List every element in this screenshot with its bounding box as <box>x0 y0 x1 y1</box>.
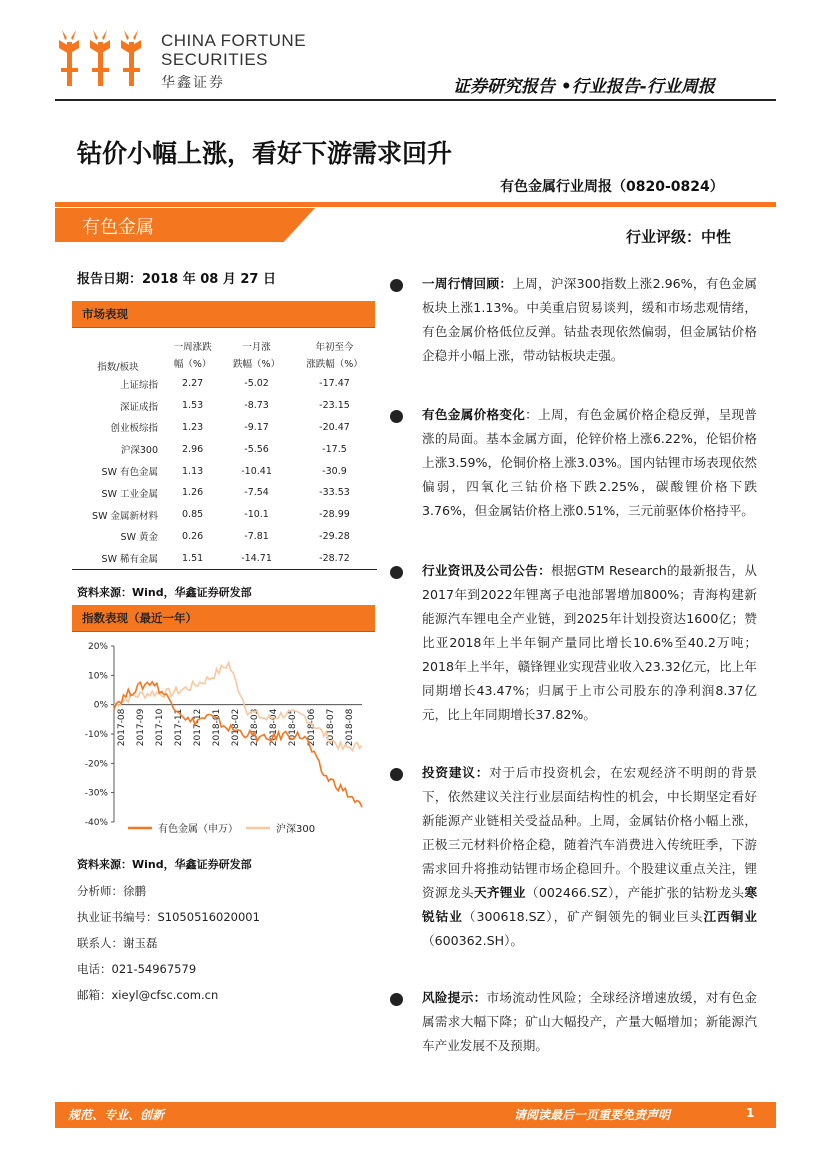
row-value: -29.28 <box>319 530 350 542</box>
table-row <box>72 460 377 482</box>
page-number: 1 <box>746 1106 755 1120</box>
contact-email: 邮箱：xieyl@cfsc.com.cn <box>77 988 219 1002</box>
logo-english: CHINA FORTUNE SECURITIES <box>161 31 307 69</box>
y-tick-label: -20% <box>84 759 108 770</box>
row-value: 1.13 <box>182 465 204 477</box>
analyst-name: 分析师：徐鹏 <box>77 884 146 898</box>
row-value: 1.26 <box>182 487 204 499</box>
market-table <box>72 333 377 570</box>
col-header-ytd-2: 涨跌幅（%） <box>306 359 363 370</box>
x-tick-label: 2017-11 <box>174 708 184 747</box>
row-value: -14.71 <box>221 547 292 569</box>
row-value: -10.1 <box>244 509 269 521</box>
company-logo <box>55 28 150 90</box>
bullet-price-change: 有色金属价格变化：上周，有色金属价格企稳反弹，呈现普涨的局面。基本金属方面，伦锌价格上涨6.22%，伦铝价格上涨3.59%，伦铜价格上涨3.03%。国内钴锂市场表现依然偏弱，四氧化三钴价格下跌2.25%，碳酸锂价格下跌3.76%，但金属钴价格上涨0.51%，三元前驱体价格持平。 <box>422 407 758 518</box>
col-header-week-2: 幅（%） <box>173 359 212 370</box>
row-value: 0.85 <box>182 509 204 521</box>
index-section-title: 指数表现（最近一年） <box>82 611 197 625</box>
row-value: -10.41 <box>241 465 272 477</box>
bullet-risk: 风险提示：市场流动性风险；全球经济增速放缓，对有色金属需求大幅下降；矿山大幅投产，产量大幅增加；新能源汽车产业发展不及预期。 <box>422 990 758 1053</box>
industry-rating: 行业评级：中性 <box>626 228 732 246</box>
bullet-dot <box>390 410 403 423</box>
y-tick-label: 10% <box>87 671 108 682</box>
table-header-row <box>72 333 377 353</box>
row-value: 0.26 <box>182 530 204 542</box>
bullet-dot <box>390 279 403 292</box>
col-header-ytd: 年初至今 <box>315 342 354 353</box>
row-value: -9.17 <box>244 421 269 433</box>
sector-label: 有色金属 <box>82 217 154 238</box>
y-tick-label: 0% <box>93 700 108 711</box>
logo-chinese: 华鑫证券 <box>161 75 225 91</box>
x-tick-label: 2017-09 <box>136 708 146 747</box>
table-row <box>72 547 377 569</box>
bullet-industry-news: 行业资讯及公司公告：根据GTM Research的最新报告，从2017年到2022年锂离子电池部署增加800%；青海构建新能源汽车锂电全产业链，到2025年计划投资达1600亿；赞比亚2018年上半年铜产量同比增长10.6%至40.2万吨；2018年上半年，赣锋锂业实现营业收入23.32亿元，比上年同期增长43.47%；归属于上市公司股东的净利润8.37亿元，比上年同期增长37.82%。 <box>422 563 758 722</box>
row-value: -28.72 <box>292 547 377 569</box>
x-tick-label: 2018-06 <box>307 708 317 747</box>
bullet-dot <box>390 566 403 579</box>
orange-divider <box>55 202 776 207</box>
table-row <box>72 526 377 548</box>
index-section-header <box>72 605 375 632</box>
row-name: 深证成指 <box>119 401 158 413</box>
x-tick-label: 2018-07 <box>326 708 336 747</box>
row-name: 沪深300 <box>120 445 158 457</box>
x-tick-label: 2017-12 <box>193 708 203 747</box>
bullet-dot <box>390 768 403 781</box>
row-name: SW 稀有金属 <box>72 547 164 569</box>
col-header-month-2: 跌幅（%） <box>233 359 281 370</box>
y-tick-label: -30% <box>84 788 108 799</box>
table-row <box>72 482 377 504</box>
row-value: -20.47 <box>319 421 350 433</box>
row-value: -17.47 <box>319 378 350 390</box>
row-value: -23.15 <box>319 400 350 412</box>
row-value: -28.99 <box>319 509 350 521</box>
row-value: 2.27 <box>182 378 204 390</box>
x-tick-label: 2018-02 <box>231 708 241 747</box>
row-value: -17.5 <box>322 443 347 455</box>
market-section-title: 市场表现 <box>82 307 128 321</box>
footer-slogan: 规范、专业、创新 <box>68 1108 165 1122</box>
index-chart <box>72 636 372 842</box>
row-value: -30.9 <box>322 465 347 477</box>
report-series: 证券研究报告 •行业报告-行业周报 <box>453 77 715 97</box>
row-value: -7.54 <box>244 487 269 499</box>
table-row <box>72 373 377 395</box>
chart-source: 资料来源：Wind，华鑫证券研发部 <box>77 858 252 871</box>
y-tick-label: -10% <box>84 730 108 740</box>
report-title: 钴价小幅上涨，看好下游需求回升 <box>77 139 453 168</box>
row-name: 上证综指 <box>119 379 158 391</box>
x-tick-label: 2018-05 <box>288 708 298 747</box>
contact-person: 联系人：谢玉磊 <box>77 936 158 950</box>
row-value: 1.51 <box>164 547 221 569</box>
contact-phone: 电话：021-54967579 <box>77 962 197 976</box>
col-header-index: 指数/板块 <box>97 362 139 373</box>
x-tick-label: 2018-03 <box>250 708 260 747</box>
y-tick-label: -40% <box>84 818 108 828</box>
x-tick-label: 2017-10 <box>155 708 165 747</box>
market-section-header <box>72 301 375 328</box>
header-divider <box>55 99 776 101</box>
row-name: SW 金属新材料 <box>92 510 158 522</box>
report-subtitle: 有色金属行业周报（0820-0824） <box>500 179 724 195</box>
legend-label: 沪深300 <box>276 824 316 835</box>
table-row <box>72 504 377 526</box>
row-value: -7.81 <box>244 530 269 542</box>
report-date: 报告日期：2018 年 08 月 27 日 <box>77 272 276 287</box>
x-tick-label: 2018-08 <box>345 708 355 747</box>
market-source: 资料来源：Wind，华鑫证券研发部 <box>77 586 252 599</box>
row-value: -8.73 <box>244 400 269 412</box>
col-header-week: 一周涨跌 <box>173 342 212 353</box>
legend-label: 有色金属（申万） <box>158 824 238 835</box>
bullet-dot <box>390 993 403 1006</box>
y-tick-label: 20% <box>87 642 108 652</box>
analyst-cert: 执业证书编号：S1050516020001 <box>77 910 260 924</box>
row-value: -33.53 <box>319 487 350 499</box>
table-row <box>72 438 377 460</box>
row-value: 1.53 <box>182 400 204 412</box>
bullet-investment-advice: 投资建议：对于后市投资机会，在宏观经济不明朗的背景下，依然建议关注行业层面结构性的机会，中长期坚定看好新能源产业链相关受益品种。上周，金属钴价格小幅上涨，正极三元材料价格企稳，随着汽车消费进入传统旺季，下游需求回升将推动钴锂市场企稳回升。个股建议重点关注，锂资源龙头天齐锂业（002466.SZ），产能扩张的钴粉龙头寒锐钴业（300618.SZ），矿产铜领先的铜业巨头江西铜业（600362.SH）。 <box>422 765 758 948</box>
footer-disclaimer: 请阅读最后一页重要免责声明 <box>514 1108 671 1122</box>
table-row <box>72 417 377 439</box>
table-row <box>72 395 377 417</box>
row-name: SW 工业金属 <box>101 488 158 500</box>
row-value: 1.23 <box>182 421 204 433</box>
row-value: -5.02 <box>244 378 269 390</box>
col-header-month: 一月涨 <box>242 342 271 353</box>
row-name: SW 黄金 <box>120 532 158 544</box>
x-tick-label: 2017-08 <box>117 708 127 747</box>
x-tick-label: 2018-01 <box>212 708 222 747</box>
row-value: -5.56 <box>244 443 269 455</box>
x-tick-label: 2018-04 <box>269 708 279 747</box>
row-value: 2.96 <box>182 443 204 455</box>
bullet-weekly-review: 一周行情回顾：上周，沪深300指数上涨2.96%，有色金属板块上涨1.13%。中美重启贸易谈判，缓和市场悲观情绪，有色金属价格低位反弹。钴盐表现依然偏弱，但金属钴价格企稳并小幅上涨，带动钴板块走强。 <box>422 276 758 363</box>
row-name: 创业板综指 <box>110 423 158 435</box>
row-name: SW 有色金属 <box>101 467 158 479</box>
